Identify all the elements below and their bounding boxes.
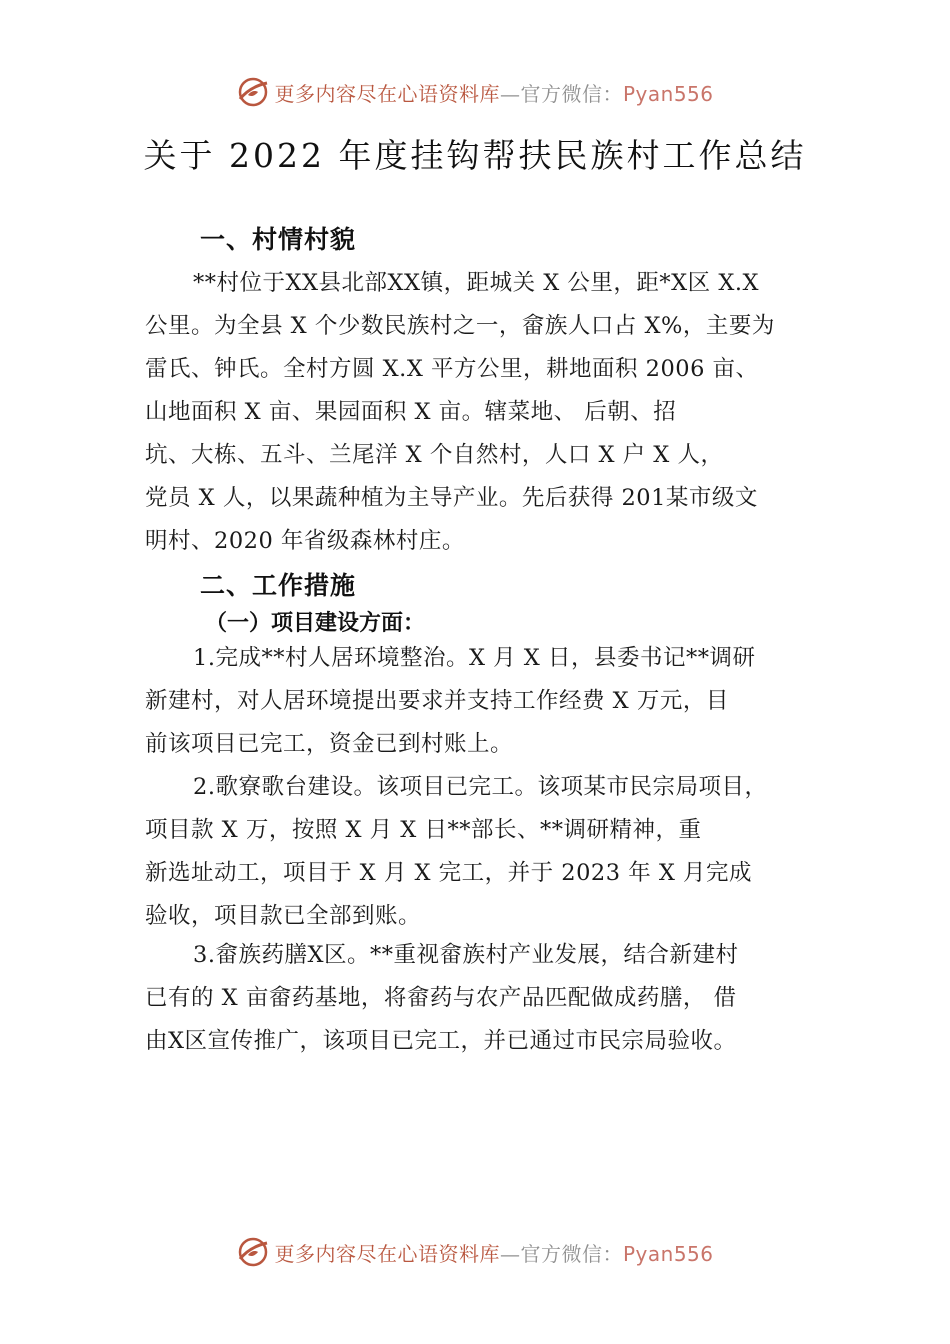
paragraph-line: 公里。为全县 X 个少数民族村之一，畲族人口占 X%，主要为 — [145, 313, 775, 339]
brand-logo-icon — [236, 75, 270, 109]
paragraph-line: 项目款 X 万，按照 X 月 X 日**部长、**调研精神，重 — [145, 817, 702, 843]
paragraph-line: 1.完成**村人居环境整治。X 月 X 日，县委书记**调研 — [193, 645, 756, 671]
watermark-main-text: 更多内容尽在心语资料库 — [274, 81, 500, 106]
item-3-paragraph — [145, 934, 825, 1063]
paragraph-line: 雷氏、钟氏。全村方圆 X.X 平方公里，耕地面积 2006 亩、 — [145, 356, 759, 382]
item-2-paragraph — [145, 766, 825, 938]
paragraph-line: 由X区宣传推广，该项目已完工，并已通过市民宗局验收。 — [145, 1028, 737, 1054]
watermark-official-label: 官方微信： — [520, 1241, 623, 1266]
paragraph-line: 前该项目已完工，资金已到村账上。 — [145, 731, 514, 757]
paragraph-line: 明村、2020 年省级森林村庄。 — [145, 528, 465, 554]
subsection-heading-projects: （一）项目建设方面： — [205, 611, 426, 636]
brand-logo-icon — [236, 1235, 270, 1269]
watermark-dash: — — [499, 81, 521, 106]
watermark-wechat-id: Pyan556 — [622, 1241, 714, 1266]
header-watermark — [0, 72, 950, 112]
paragraph-line: 新选址动工，项目于 X 月 X 完工，并于 2023 年 X 月完成 — [145, 860, 753, 886]
watermark-official-label: 官方微信： — [520, 81, 623, 106]
watermark-main-text: 更多内容尽在心语资料库 — [274, 1241, 500, 1266]
paragraph-line: 坑、大栋、五斗、兰尾洋 X 个自然村，人口 X 户 X 人， — [145, 442, 724, 468]
paragraph-line: 山地面积 X 亩、果园面积 X 亩。辖菜地、 后朝、招 — [145, 399, 677, 425]
paragraph-line: 已有的 X 亩畲药基地，将畲药与农产品匹配做成药膳， 借 — [145, 985, 737, 1011]
paragraph-line: 3.畲族药膳X区。**重视畲族村产业发展，结合新建村 — [193, 942, 739, 968]
watermark-wechat-id: Pyan556 — [622, 81, 714, 106]
paragraph-line: **村位于XX县北部XX镇，距城关 X 公里，距*X区 X.X — [193, 270, 760, 296]
paragraph-line: 党员 X 人，以果蔬种植为主导产业。先后获得 201某市级文 — [145, 485, 758, 511]
footer-watermark — [0, 1232, 950, 1272]
village-overview-paragraph — [145, 262, 825, 563]
section-heading-village-overview: 一、村情村貌 — [200, 225, 357, 254]
document-title: 关于 2022 年度挂钩帮扶民族村工作总结 — [143, 136, 807, 175]
section-heading-work-measures: 二、工作措施 — [200, 571, 357, 600]
paragraph-line: 2.歌寮歌台建设。该项目已完工。该项某市民宗局项目， — [193, 774, 768, 800]
paragraph-line: 新建村，对人居环境提出要求并支持工作经费 X 万元，目 — [145, 688, 729, 714]
item-1-paragraph — [145, 637, 825, 766]
watermark-dash: — — [499, 1241, 521, 1266]
paragraph-line: 验收，项目款已全部到账。 — [145, 903, 422, 929]
